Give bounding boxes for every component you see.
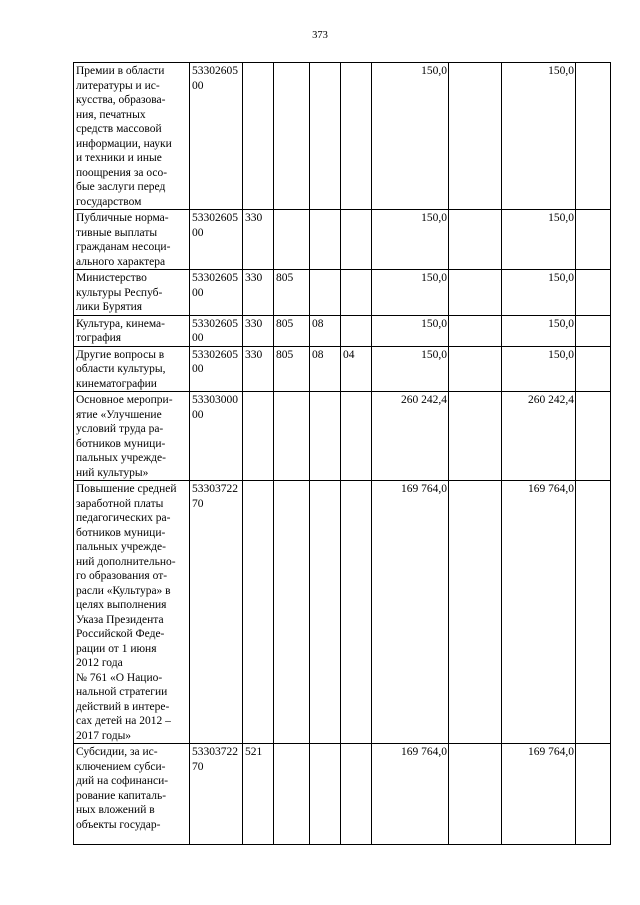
subsection-cell	[341, 744, 372, 845]
target-article-code-cell	[190, 744, 243, 845]
row-name-line: Субсидии, за ис-	[76, 746, 158, 758]
amount-extra-cell	[576, 392, 611, 481]
amount-extra-cell	[576, 210, 611, 270]
target-article-code-line: 53302605	[192, 348, 238, 361]
row-name-line: ятие «Улучшение	[76, 408, 162, 421]
subsection-cell: 04	[341, 346, 372, 392]
page-number: 373	[312, 30, 328, 41]
row-name-line: ключением субси-	[76, 760, 166, 773]
amount-federal-cell	[449, 346, 502, 392]
subsection-cell	[341, 210, 372, 270]
ministry-code-cell: 805	[274, 315, 310, 346]
row-name-line: Повышение средней	[76, 483, 177, 495]
subsection-cell	[341, 481, 372, 744]
target-article-code-line: 00	[192, 79, 204, 92]
row-name-line: тография	[76, 332, 122, 344]
amount-republic-cell: 260 242,4	[502, 392, 576, 481]
target-article-code-line: 00	[192, 286, 204, 299]
row-name-cell	[74, 63, 190, 210]
row-name-line: пальных учрежде-	[76, 452, 166, 464]
target-article-code-line: 70	[192, 497, 204, 510]
row-name-line: лики Бурятия	[76, 301, 143, 313]
row-name-line: Основное меропри-	[76, 394, 173, 406]
row-name-line: объекты государ-	[76, 818, 161, 831]
ministry-code-cell	[274, 744, 310, 845]
table-row	[74, 63, 611, 210]
table-row	[74, 481, 611, 744]
amount-total-cell: 150,0	[372, 63, 449, 210]
row-name-line: ний культуры»	[76, 466, 149, 479]
row-name-line: бые заслуги перед	[76, 181, 166, 193]
row-name-line: дий на софинанси-	[76, 775, 169, 787]
row-name-line: средств массовой	[76, 123, 162, 135]
ministry-code-cell	[274, 210, 310, 270]
amount-republic-cell: 169 764,0	[502, 481, 576, 744]
amount-total-cell: 150,0	[372, 270, 449, 316]
row-name-line: и техники и иные	[76, 152, 162, 164]
target-article-code-cell	[190, 481, 243, 744]
row-name-line: области культуры,	[76, 363, 166, 375]
amount-federal-cell	[449, 210, 502, 270]
amount-federal-cell	[449, 392, 502, 481]
section-cell	[310, 481, 341, 744]
amount-republic-cell: 150,0	[502, 315, 576, 346]
section-cell	[310, 210, 341, 270]
row-name-line: поощрения за осо-	[76, 166, 168, 179]
amount-total-cell: 169 764,0	[372, 481, 449, 744]
table-row	[74, 210, 611, 270]
row-name-line: государством	[76, 195, 142, 208]
row-name-line: 2012 года	[76, 657, 123, 669]
table-row	[74, 392, 611, 481]
row-name-line: Российской Феде-	[76, 628, 165, 640]
amount-federal-cell	[449, 270, 502, 316]
target-article-code-line: 53302605	[192, 317, 238, 330]
row-name-cell	[74, 270, 190, 316]
target-article-code-line: 53302605	[192, 272, 238, 284]
amount-republic-cell: 169 764,0	[502, 744, 576, 845]
subsection-cell	[341, 315, 372, 346]
section-cell	[310, 63, 341, 210]
target-article-code-cell	[190, 346, 243, 392]
expense-type-cell	[243, 63, 274, 210]
row-name-line: Культура, кинема-	[76, 317, 165, 330]
row-name-line: ботников муници-	[76, 526, 166, 539]
row-name-line: целях выполнения	[76, 599, 167, 611]
ministry-code-cell	[274, 392, 310, 481]
row-name-cell	[74, 315, 190, 346]
ministry-code-cell: 805	[274, 346, 310, 392]
target-article-code-cell	[190, 315, 243, 346]
target-article-code-line: 00	[192, 226, 204, 239]
row-name-line: кинематографии	[76, 377, 157, 390]
expense-type-cell: 521	[243, 744, 274, 845]
row-name-line: тивные выплаты	[76, 226, 158, 239]
row-name-line: заработной платы	[76, 497, 164, 510]
amount-federal-cell	[449, 481, 502, 744]
subsection-cell	[341, 270, 372, 316]
row-name-cell	[74, 346, 190, 392]
subsection-cell	[341, 392, 372, 481]
table-row	[74, 744, 611, 845]
target-article-code-line: 00	[192, 408, 204, 421]
table-row	[74, 270, 611, 316]
amount-republic-cell: 150,0	[502, 346, 576, 392]
row-name-line: ний дополнительно-	[76, 555, 176, 568]
target-article-code-line: 70	[192, 760, 204, 773]
target-article-code-cell	[190, 63, 243, 210]
expense-type-cell	[243, 481, 274, 744]
section-cell: 08	[310, 315, 341, 346]
row-name-cell	[74, 481, 190, 744]
target-article-code-line: 53303000	[192, 394, 238, 406]
amount-federal-cell	[449, 315, 502, 346]
amount-republic-cell: 150,0	[502, 270, 576, 316]
row-name-line: ния, печатных	[76, 108, 146, 121]
row-name-line: Другие вопросы в	[76, 348, 165, 361]
row-name-line: педагогических ра-	[76, 512, 171, 524]
expense-type-cell: 330	[243, 270, 274, 316]
ministry-code-cell	[274, 63, 310, 210]
ministry-code-cell: 805	[274, 270, 310, 316]
section-cell	[310, 392, 341, 481]
subsection-cell	[341, 63, 372, 210]
target-article-code-cell	[190, 392, 243, 481]
section-cell	[310, 744, 341, 845]
target-article-code-cell	[190, 210, 243, 270]
amount-extra-cell	[576, 744, 611, 845]
ministry-code-cell	[274, 481, 310, 744]
row-name-line: рование капиталь-	[76, 789, 167, 802]
amount-extra-cell	[576, 270, 611, 316]
row-name-line: сах детей на 2012 –	[76, 715, 171, 727]
row-name-line: ных вложений в	[76, 804, 155, 816]
row-name-line: рации от 1 июня	[76, 642, 157, 655]
amount-extra-cell	[576, 346, 611, 392]
amount-total-cell: 150,0	[372, 346, 449, 392]
target-article-code-line: 00	[192, 332, 204, 344]
row-name-line: гражданам несоци-	[76, 241, 171, 253]
row-name-cell	[74, 392, 190, 481]
row-name-line: Указа Президента	[76, 613, 164, 626]
row-name-line: расли «Культура» в	[76, 584, 171, 597]
row-name-line: нальной стратегии	[76, 686, 168, 698]
amount-total-cell: 150,0	[372, 315, 449, 346]
row-name-line: кусства, образова-	[76, 94, 166, 106]
amount-total-cell: 169 764,0	[372, 744, 449, 845]
row-name-line: литературы и ис-	[76, 79, 160, 92]
amount-extra-cell	[576, 63, 611, 210]
row-name-line: действий в интере-	[76, 700, 170, 713]
budget-table	[73, 62, 611, 845]
row-name-line: го образования от-	[76, 570, 168, 582]
row-name-line: 2017 годы»	[76, 729, 132, 742]
row-name-line: культуры Респуб-	[76, 286, 163, 299]
amount-republic-cell: 150,0	[502, 210, 576, 270]
row-name-cell	[74, 210, 190, 270]
row-name-line: № 761 «О Нацио-	[76, 671, 163, 684]
target-article-code-cell	[190, 270, 243, 316]
row-name-line: Министерство	[76, 272, 147, 284]
row-name-line: ботников муници-	[76, 437, 166, 450]
amount-total-cell: 260 242,4	[372, 392, 449, 481]
target-article-code-line: 53303722	[192, 746, 238, 758]
table-row	[74, 346, 611, 392]
row-name-line: ального характера	[76, 255, 166, 268]
target-article-code-line: 53302605	[192, 212, 238, 224]
row-name-cell	[74, 744, 190, 845]
row-name-line: Премии в области	[76, 65, 165, 77]
amount-federal-cell	[449, 744, 502, 845]
target-article-code-line: 00	[192, 363, 204, 375]
target-article-code-line: 53302605	[192, 65, 238, 77]
row-name-line: пальных учрежде-	[76, 541, 166, 553]
amount-total-cell: 150,0	[372, 210, 449, 270]
amount-extra-cell	[576, 481, 611, 744]
expense-type-cell	[243, 392, 274, 481]
budget-table-body	[74, 63, 611, 845]
target-article-code-line: 53303722	[192, 483, 238, 495]
row-name-line: Публичные норма-	[76, 212, 169, 224]
amount-republic-cell: 150,0	[502, 63, 576, 210]
row-name-line: информации, науки	[76, 137, 172, 150]
amount-federal-cell	[449, 63, 502, 210]
amount-extra-cell	[576, 315, 611, 346]
expense-type-cell: 330	[243, 346, 274, 392]
section-cell	[310, 270, 341, 316]
table-row	[74, 315, 611, 346]
expense-type-cell: 330	[243, 315, 274, 346]
row-name-line: условий труда ра-	[76, 423, 164, 435]
expense-type-cell: 330	[243, 210, 274, 270]
section-cell: 08	[310, 346, 341, 392]
